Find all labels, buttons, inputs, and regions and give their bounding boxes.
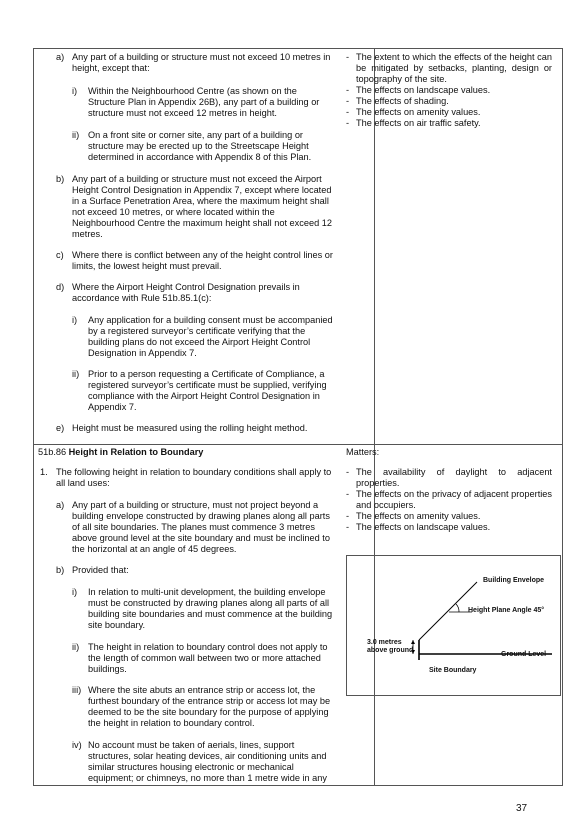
clause-d-text: Where the Airport Height Control Designation prevails in accordance with Rule 51b.85.1(c): [72, 282, 300, 303]
rule-b-iii-label: iii) [72, 685, 82, 695]
rule-b-text: Provided that: [72, 565, 129, 575]
clause-d-ii-label: ii) [72, 369, 80, 379]
clause-a-label: a) [56, 52, 65, 62]
rule-b-i-text: In relation to multi-unit development, the building envelope must be constructed by drawing planes along all parts of all building site boundaries and must commence at the building site boundary. [88, 587, 333, 630]
height-label-line1: 3.0 metres [367, 639, 402, 646]
clause-d-label: d) [56, 282, 65, 292]
rule-a-label: a) [56, 500, 65, 510]
clause-c-label: c) [56, 250, 64, 260]
clause-d-i-label: i) [72, 315, 78, 325]
rule-b-label: b) [56, 565, 65, 575]
rule-b-ii-label: ii) [72, 642, 80, 652]
height-boundary-diagram [346, 555, 561, 696]
clause-d-ii-text: Prior to a person requesting a Certificate of Compliance, a registered surveyor’s certificate must be supplied, verifying compliance with the Airport Height Control Designation in Appendix 7. [88, 369, 327, 412]
clause-b-label: b) [56, 174, 65, 184]
clause-a-i-text: Within the Neighbourhood Centre (as shown on the Structure Plan in Appendix 26B), any part of a building or structure must not exceed 12 metres in height. [88, 86, 320, 118]
clause-a-ii-label: ii) [72, 130, 80, 140]
rule-b-ii-text: The height in relation to boundary control does not apply to the length of common wall between two or more attached buildings. [88, 642, 328, 674]
rule-b-iv-label: iv) [72, 740, 82, 750]
section-heading [38, 447, 203, 458]
clause-e-text: Height must be measured using the rolling height method. [72, 423, 308, 433]
clause-a-i-label: i) [72, 86, 78, 96]
section-title: Height in Relation to Boundary [68, 447, 204, 457]
height-arrow-top [411, 640, 415, 644]
rule-b-iii-text: Where the site abuts an entrance strip or access lot, the furthest boundary of the entrance strip or access lot may be deemed to be the site boundary for the purpose of applying the height in relation to boundary control. [88, 685, 331, 728]
rule-b-i-label: i) [72, 587, 78, 597]
clause-d-i-text: Any application for a building consent must be accompanied by a registered surveyor’s certificate verifying that the building plans do not exceed the Airport Height Control Designation in Appendix 7. [88, 315, 333, 358]
clause-a-text: Any part of a building or structure must not exceed 10 metres in height, except that: [72, 52, 331, 73]
clause-c-text: Where there is conflict between any of the height control lines or limits, the lowest height must prevail. [72, 250, 333, 271]
rule-a-text: Any part of a building or structure, must not project beyond a building envelope constructed by drawing planes along all parts of all site boundaries. The planes must commence 3 metres above ground level at the site boundary and must be inclined to the horizontal at an angle of 45 degrees. [72, 500, 330, 554]
site-boundary-label: Site Boundary [429, 667, 477, 674]
row-divider [34, 444, 562, 445]
rule-1-label: 1. [40, 467, 48, 477]
height-label-line2: above ground [367, 647, 414, 654]
clause-a-ii-text: On a front site or corner site, any part of a building or structure may be erected up to the Streetscape Height determined in accordance with Appendix 8 of this Plan. [88, 130, 312, 162]
building-envelope-label: Building Envelope [483, 577, 545, 584]
rule-1-text: The following height in relation to boundary conditions shall apply to all land uses: [56, 467, 332, 488]
rule-b-iv-text: No account must be taken of aerials, lines, support structures, solar heating devices, air conditioning units and similar structures housing electronic or mechanical equipment; or chimneys, no more than 1 metre wide in any [88, 740, 327, 783]
ground-level-label: Ground Level [501, 651, 547, 658]
section-number: 51b.86 [38, 447, 67, 457]
height-plane-angle-label: Height Plane Angle 45° [468, 607, 545, 614]
matters-heading: Matters: [346, 447, 380, 457]
clause-e-label: e) [56, 423, 65, 433]
clause-b-text: Any part of a building or structure must not exceed the Airport Height Control Designation in Appendix 7, except where located in a Surface Penetration Area, where the maximum height shall not exceed 10 metres, or where located within the Neighbourhood Centre the maximum height shall not exceed 12 metres. [72, 174, 332, 239]
page-number: 37 [516, 803, 528, 814]
angle-arc [456, 604, 459, 612]
